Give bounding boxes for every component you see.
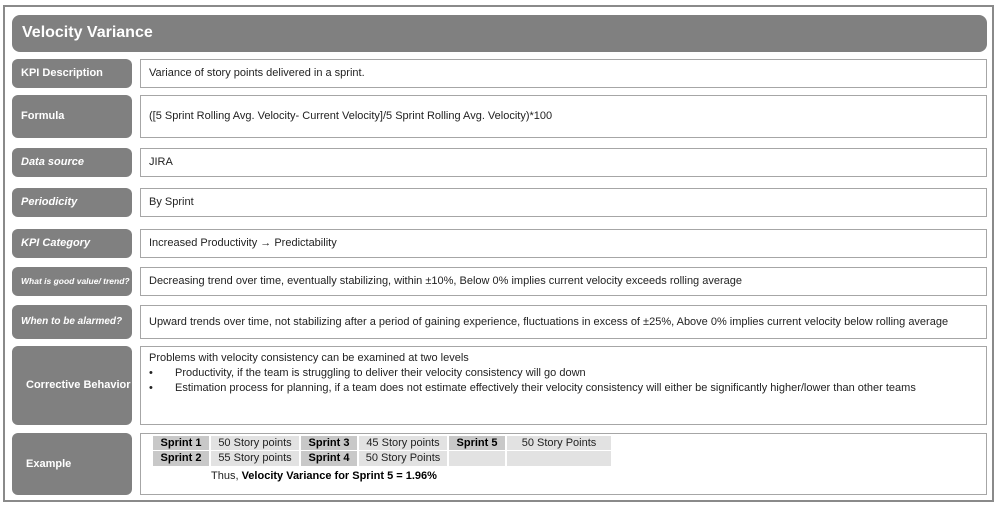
- row-value: Variance of story points delivered in a sprint.: [140, 59, 987, 88]
- row-label: Example: [12, 433, 132, 495]
- row-value: ([5 Sprint Rolling Avg. Velocity- Current Velocity]/5 Sprint Rolling Avg. Velocity)*100: [140, 95, 987, 138]
- sprint-label: Sprint 2: [153, 451, 209, 465]
- row-label: KPI Description: [12, 59, 132, 88]
- row-label: Data source: [12, 148, 132, 177]
- sprint-label: Sprint 5: [449, 436, 505, 450]
- sprint-points: 45 Story points: [359, 436, 447, 450]
- sprint-label: Sprint 1: [153, 436, 209, 450]
- table-row: [153, 451, 611, 465]
- corrective-intro: Problems with velocity consistency can be examined at two levels: [149, 352, 469, 364]
- page-title: Velocity Variance: [12, 15, 987, 52]
- corrective-bullets: [149, 366, 978, 395]
- sprint-points: 50 Story points: [211, 436, 299, 450]
- row-value: [140, 346, 987, 425]
- result-value: Velocity Variance for Sprint 5 = 1.96%: [241, 469, 437, 482]
- row-value: Upward trends over time, not stabilizing after a period of gaining experience, fluctuations in excess of ±25%, Above 0% implies current velocity below rolling average: [140, 305, 987, 339]
- list-item: • Productivity, if the team is struggling to deliver their velocity consistency will go down: [149, 366, 978, 380]
- empty-cell: [449, 451, 505, 465]
- row-label: Corrective Behavior: [12, 346, 132, 425]
- row-label: KPI Category: [12, 229, 132, 258]
- kpi-card: [3, 5, 994, 502]
- row-label: When to be alarmed?: [12, 305, 132, 339]
- row-value: Increased Productivity → Predictability: [140, 229, 987, 258]
- row-kpi-category: [12, 229, 987, 258]
- row-data-source: [12, 148, 987, 177]
- sprint-label: Sprint 4: [301, 451, 357, 465]
- row-corrective-behavior: [12, 346, 987, 425]
- row-value: [140, 433, 987, 495]
- table-row: [153, 436, 611, 450]
- row-kpi-description: [12, 59, 987, 88]
- sprint-points: 50 Story Points: [507, 436, 611, 450]
- row-label: Formula: [12, 95, 132, 138]
- row-periodicity: [12, 188, 987, 217]
- row-when-alarmed: [12, 305, 987, 339]
- example-result: [211, 469, 978, 483]
- sprint-label: Sprint 3: [301, 436, 357, 450]
- row-value: By Sprint: [140, 188, 987, 217]
- empty-cell: [507, 451, 611, 465]
- row-formula: [12, 95, 987, 138]
- row-example: [12, 433, 987, 495]
- row-value: JIRA: [140, 148, 987, 177]
- list-item: • Estimation process for planning, if a team does not estimate effectively their velocity consistency will either be significantly higher/lower than other teams: [149, 381, 978, 395]
- sprint-points: 55 Story points: [211, 451, 299, 465]
- row-good-value: [12, 267, 987, 296]
- row-label: Periodicity: [12, 188, 132, 217]
- row-value: Decreasing trend over time, eventually stabilizing, within ±10%, Below 0% implies current velocity exceeds rolling average: [140, 267, 987, 296]
- sprint-points: 50 Story Points: [359, 451, 447, 465]
- result-prefix: Thus,: [211, 469, 242, 482]
- example-table: [151, 435, 613, 467]
- row-label: What is good value/ trend?: [12, 267, 132, 296]
